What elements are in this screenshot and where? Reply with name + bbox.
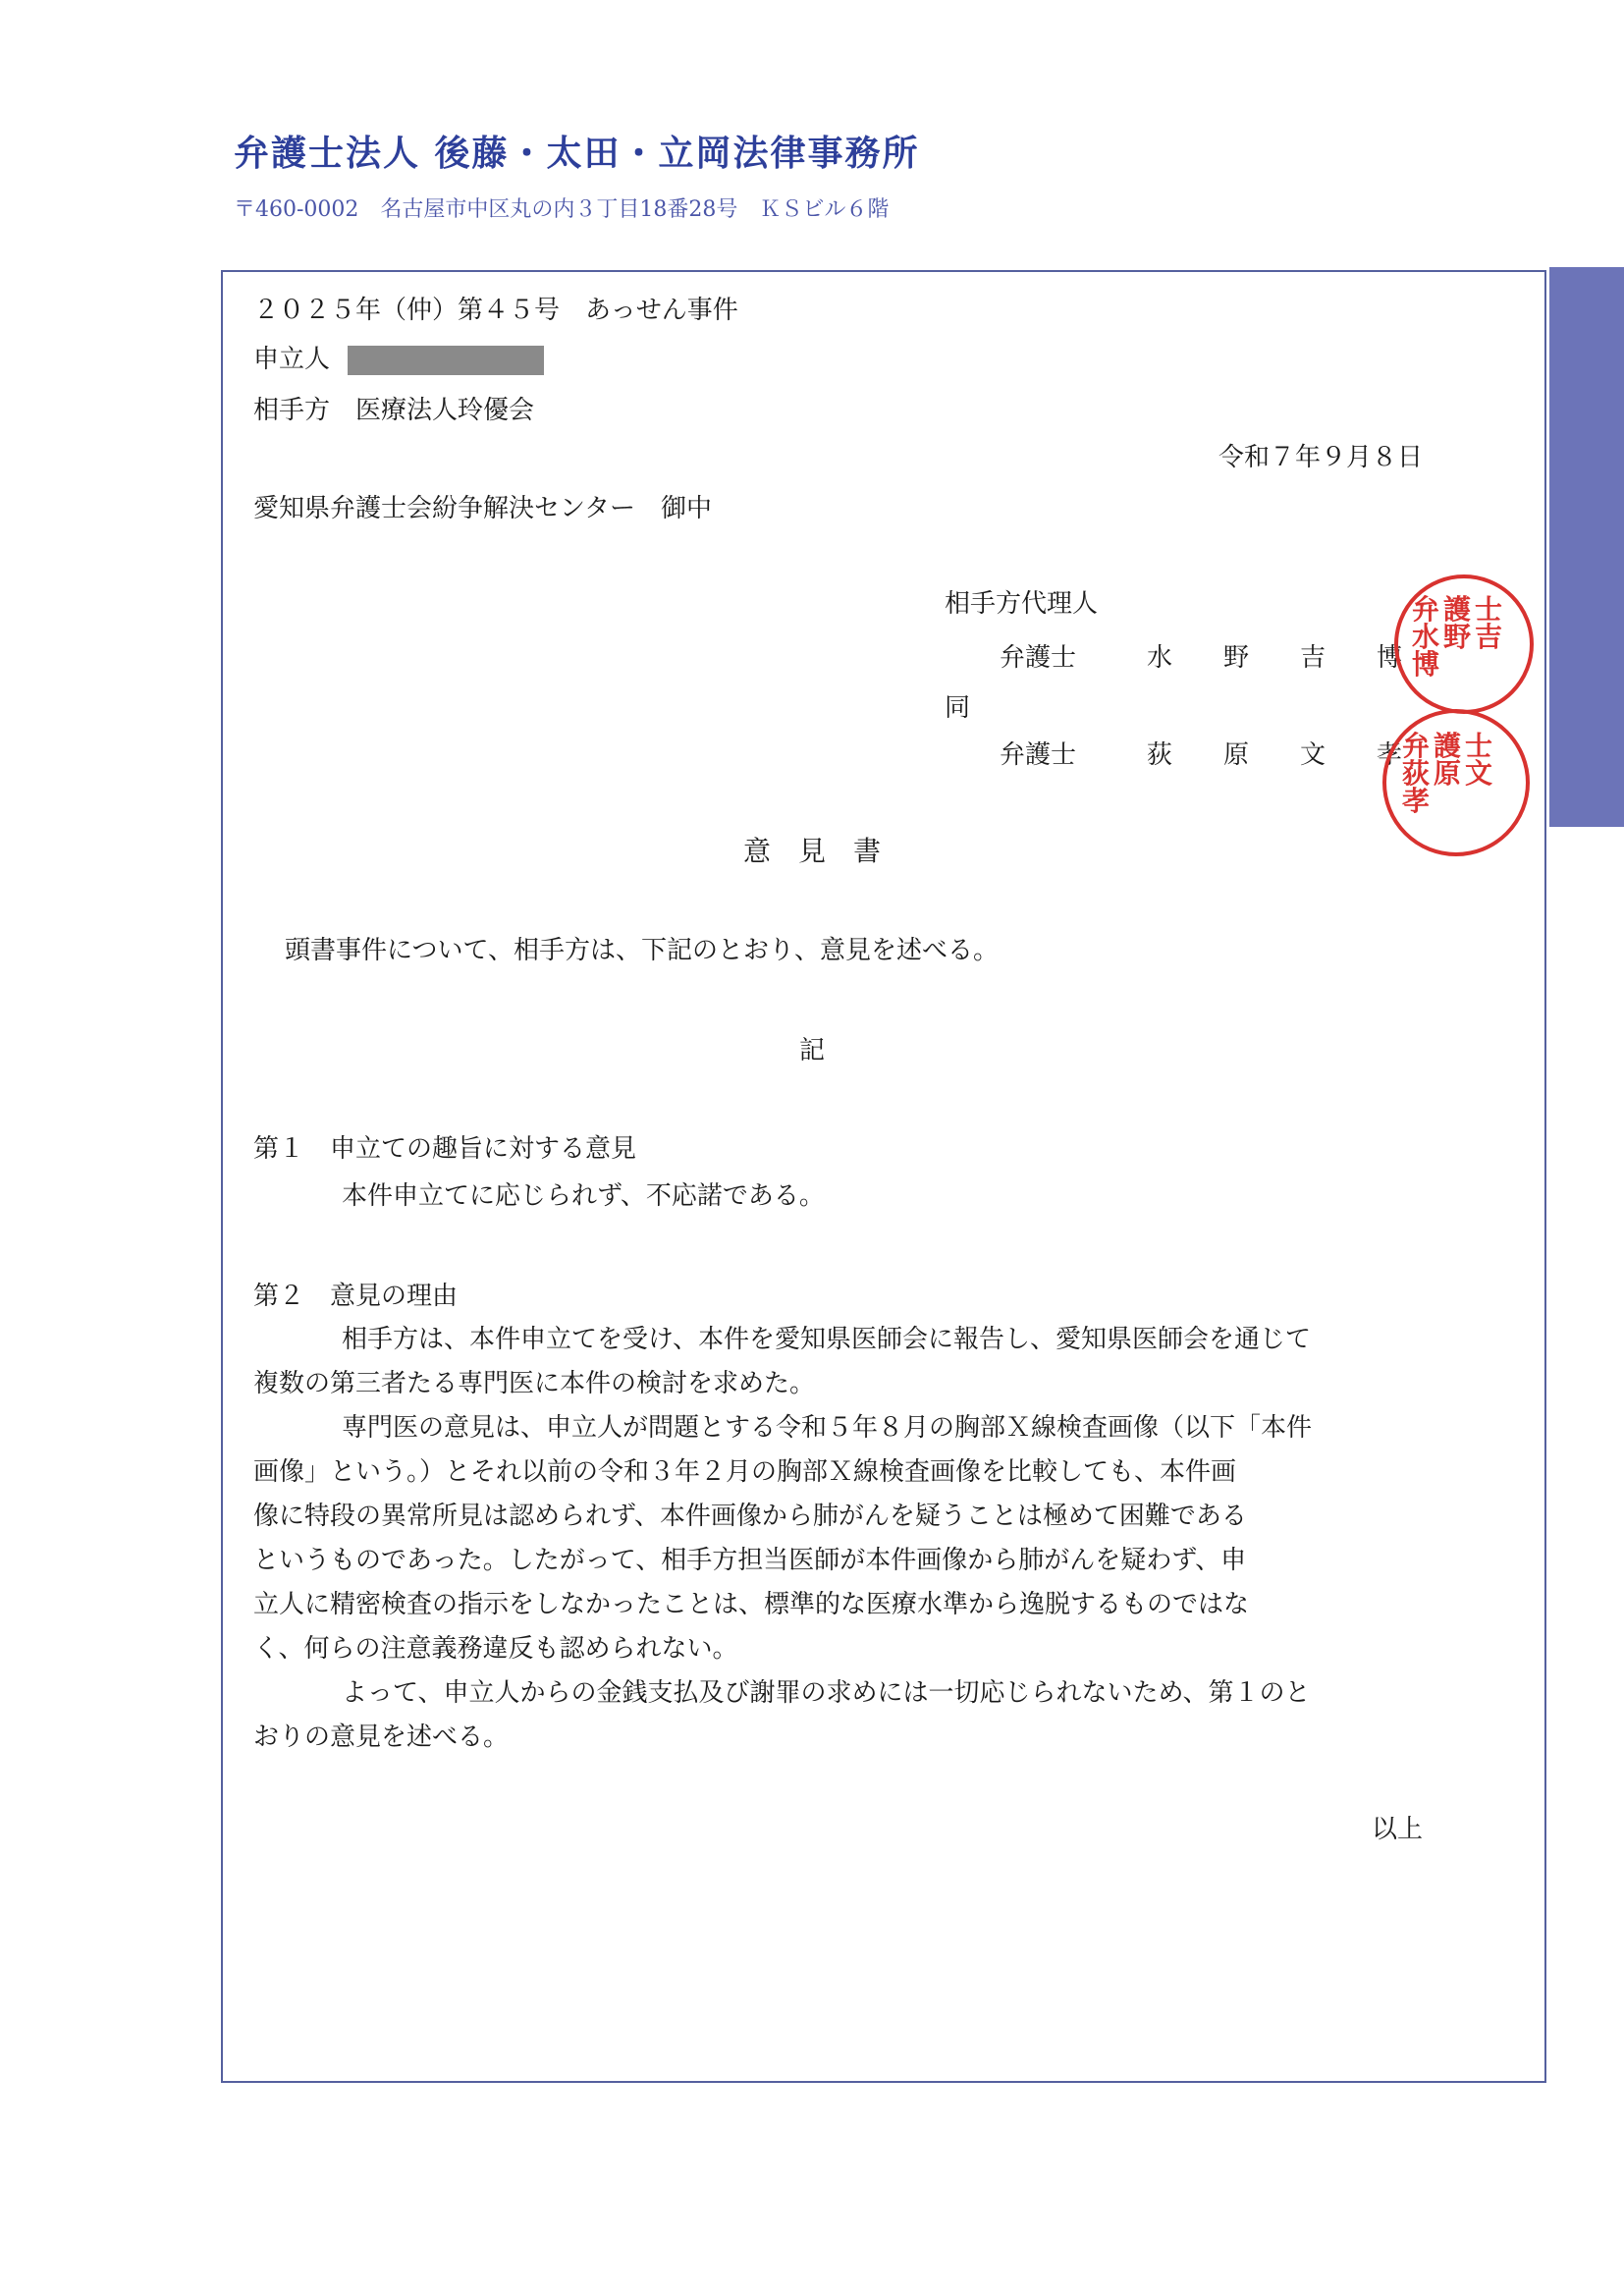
section1-text: 本件申立てに応じられず、不応諾である。 [342, 1181, 825, 1211]
para2-line5: 立人に精密検査の指示をしなかったことは、標準的な医療水準から逸脱するものではな [253, 1590, 1250, 1619]
para3-line1: よって、申立人からの金銭支払及び謝罪の求めには一切応じられないため、第１のと [342, 1678, 1311, 1708]
side-band [1549, 267, 1624, 827]
lawyer1-role: 弁護士 [1000, 643, 1077, 673]
lawyer1-name: 水 野 吉 博 [1147, 643, 1403, 673]
document-date: 令和７年９月８日 [1218, 443, 1423, 472]
redacted-name [348, 346, 544, 375]
ki-marker: 記 [798, 1036, 825, 1066]
para2-line2: 画像」という。）とそれ以前の令和３年２月の胸部Ｘ線検査画像を比較しても、本件画 [253, 1457, 1237, 1487]
addressee: 愛知県弁護士会紛争解決センター 御中 [253, 494, 712, 523]
lawyer1-seal [1394, 574, 1534, 714]
para2-line1: 専門医の意見は、申立人が問題とする令和５年８月の胸部Ｘ線検査画像（以下「本件 [342, 1413, 1313, 1443]
section1-heading: 第１ 申立ての趣旨に対する意見 [253, 1134, 637, 1164]
seal2-text: 弁護士荻原文孝 [1402, 730, 1497, 817]
intro-text: 頭書事件について、相手方は、下記のとおり、意見を述べる。 [285, 936, 999, 965]
lawyer2-name: 荻 原 文 孝 [1147, 740, 1403, 770]
para2-line3: 像に特段の異常所見は認められず、本件画像から肺がんを疑うことは極めて困難である [253, 1502, 1247, 1531]
para3-line2: おりの意見を述べる。 [253, 1722, 510, 1752]
closing: 以上 [1371, 1815, 1423, 1844]
respondent: 相手方 医療法人玲優会 [253, 396, 535, 425]
case-number: ２０２５年（仲）第４５号 あっせん事件 [253, 296, 738, 325]
lawyer2-seal [1382, 709, 1530, 856]
para1-line2: 複数の第三者たる専門医に本件の検討を求めた。 [253, 1369, 816, 1398]
firm-address: 〒460-0002 名古屋市中区丸の内３丁目18番28号 ＫＳビル６階 [234, 197, 890, 222]
agent-same: 同 [945, 693, 971, 723]
seal1-text: 弁護士水野吉博 [1412, 593, 1507, 681]
para1-line1: 相手方は、本件申立てを受け、本件を愛知県医師会に報告し、愛知県医師会を通じて [342, 1325, 1311, 1354]
section2-body [253, 1318, 1432, 1760]
applicant-row [253, 346, 544, 375]
firm-name: 弁護士法人 後藤・太田・立岡法律事務所 [234, 133, 920, 174]
document-frame [221, 270, 1546, 2083]
para2-line4: というものであった。したがって、相手方担当医師が本件画像から肺がんを疑わず、申 [253, 1546, 1247, 1575]
agent-title: 相手方代理人 [945, 589, 1099, 619]
para2-line6: く、何らの注意義務違反も認められない。 [253, 1634, 738, 1664]
applicant-label: 申立人 [253, 345, 331, 374]
lawyer2-role: 弁護士 [1000, 740, 1077, 770]
doc-title: 意 見 書 [742, 835, 881, 867]
section2-heading: 第２ 意見の理由 [253, 1282, 459, 1311]
